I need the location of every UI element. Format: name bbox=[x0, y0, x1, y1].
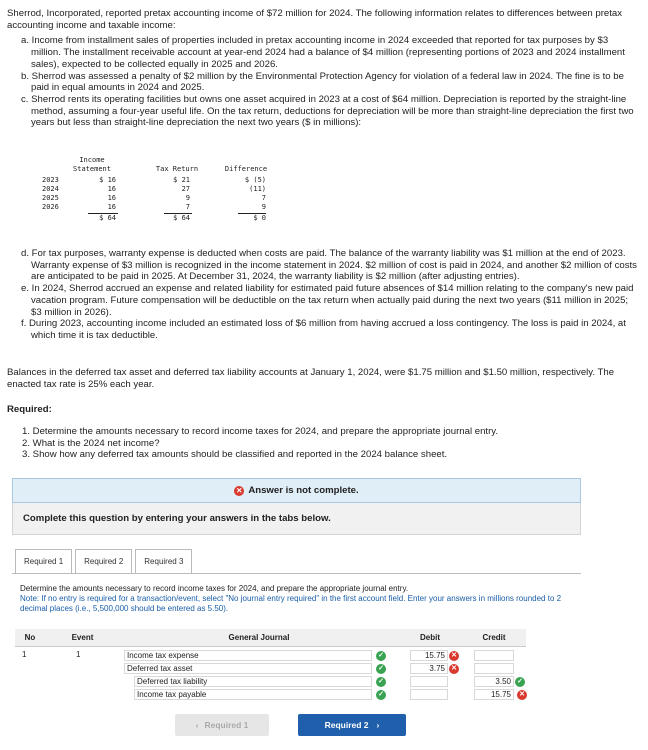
tab-bar bbox=[15, 549, 195, 574]
diff-2024: (11) bbox=[249, 185, 266, 193]
required-item-3: 3. Show how any deferred tax amounts should be classified and reported in the 2024 balance sheet. bbox=[22, 449, 448, 461]
debit-x-2: ✕ bbox=[447, 663, 459, 674]
year-2026: 2026 bbox=[42, 203, 59, 211]
credit-field-1[interactable] bbox=[474, 650, 514, 661]
account-field-2[interactable]: Deferred tax asset bbox=[124, 663, 372, 674]
instruction-note: Note: If no entry is required for a transaction/event, select "No journal entry required" in the first account field. Enter your answers in millions rounded to 2 decimal places (i.e., 5,500,000 should be entered as 5.50). bbox=[20, 594, 562, 613]
tab-required-2[interactable]: Required 2 bbox=[75, 549, 132, 574]
header-no: No bbox=[15, 629, 45, 647]
tax-2025: 9 bbox=[185, 194, 190, 202]
required-item-1: 1. Determine the amounts necessary to record income taxes for 2024, and prepare the appropriate journal entry. bbox=[22, 426, 499, 437]
tax-2023: $ 21 bbox=[173, 176, 190, 184]
diff-2026: 9 bbox=[261, 203, 266, 211]
problem-parts bbox=[7, 248, 639, 342]
item-c: c. Sherrod rents its operating facilities but owns one asset acquired in 2023 at a cost of $64 million. Depreciation is reported by the straight-line method, assuming a four-year useful life. On the tax return, deductions for depreciation will be more than straight-line depreciation the first two years but less than straight-line depreciation the next two years ($ in millions): bbox=[21, 93, 634, 129]
chevron-right-icon: › bbox=[376, 719, 380, 730]
income-2025: 16 bbox=[107, 194, 116, 202]
credit-field-4[interactable]: 15.75 bbox=[474, 689, 514, 700]
tax-total: $ 64 bbox=[173, 214, 190, 222]
income-2026: 16 bbox=[107, 203, 116, 211]
prev-label: Required 1 bbox=[204, 719, 249, 730]
account-check-1: ✓ bbox=[376, 650, 386, 661]
complete-text: Complete this question by entering your answers in the tabs below. bbox=[23, 512, 331, 524]
credit-field-3[interactable]: 3.50 bbox=[474, 676, 514, 687]
income-total: $ 64 bbox=[99, 214, 116, 222]
debit-field-1[interactable]: 15.75 bbox=[410, 650, 448, 661]
account-field-4[interactable]: Income tax payable bbox=[134, 689, 372, 700]
entry-no: 1 bbox=[22, 650, 27, 660]
next-label: Required 2 bbox=[324, 719, 369, 730]
required-item-2: 2. What is the 2024 net income? bbox=[22, 437, 160, 449]
item-f: f. During 2023, accounting income included an estimated loss of $6 million from having accrued a loss contingency. The loss is paid in 2024, at which time it is tax deductible. bbox=[21, 318, 626, 341]
required-heading: Required: bbox=[7, 404, 52, 415]
entry-event: 1 bbox=[76, 650, 81, 660]
credit-check-3: ✓ bbox=[515, 676, 525, 687]
account-check-4: ✓ bbox=[376, 689, 386, 700]
diff-header: Difference bbox=[224, 165, 268, 173]
required-list bbox=[22, 426, 622, 461]
debit-field-2[interactable]: 3.75 bbox=[410, 663, 448, 674]
header-credit: Credit bbox=[462, 629, 526, 647]
account-field-3[interactable]: Deferred tax liability bbox=[134, 676, 372, 687]
problem-intro bbox=[7, 8, 639, 129]
item-b: b. Sherrod was assessed a penalty of $2 million by the Environmental Protection Agency for violation of a federal law in 2024. The fine is to be paid in equal amounts in 2024 and 2025. bbox=[21, 70, 624, 94]
item-d: d. For tax purposes, warranty expense is deducted when costs are paid. The balance of the warranty liability was $1 million at the end of 2023. Warranty expense of $3 million is recognized in the income statement in 2024. $2 million of cost is paid in 2024, and another $2 million of costs are anticipated to be paid in 2025. At December 31, 2024, the warranty liability is $2 million (after adjusting entries). bbox=[21, 248, 637, 283]
diff-2023: $ (5) bbox=[244, 176, 266, 184]
header-general-journal: General Journal bbox=[120, 629, 398, 647]
tax-header: Tax Return bbox=[155, 165, 199, 173]
intro-text: Sherrod, Incorporated, reported pretax accounting income of $72 million for 2024. The following information relates to differences between pretax accounting income and taxable income: bbox=[7, 8, 623, 31]
debit-field-3[interactable] bbox=[410, 676, 448, 687]
tax-2026: 7 bbox=[185, 203, 190, 211]
debit-x-1: ✕ bbox=[447, 650, 459, 661]
year-2024: 2024 bbox=[42, 185, 59, 193]
header-debit: Debit bbox=[398, 629, 462, 647]
instruction-text: Determine the amounts necessary to record income taxes for 2024, and prepare the appropriate journal entry. bbox=[20, 584, 409, 593]
x-icon: ✕ bbox=[236, 485, 243, 495]
income-header-1: Income bbox=[79, 156, 105, 164]
tab-required-1[interactable]: Required 1 bbox=[15, 549, 72, 574]
account-field-1[interactable]: Income tax expense bbox=[124, 650, 372, 661]
item-a: a. Income from installment sales of properties included in pretax accounting income in 2024 exceeded that reported for tax purposes by $3 million. The installment receivable account at year-end 2024 had a balance of $4 million (representing portions of 2023 and 2024 installment sales), expected to be collected equally in 2025 and 2026. bbox=[21, 35, 625, 70]
next-required-button[interactable] bbox=[298, 714, 406, 736]
diff-total: $ 0 bbox=[253, 214, 266, 222]
diff-2025: 7 bbox=[261, 194, 266, 202]
tab-required-3[interactable]: Required 3 bbox=[135, 549, 192, 574]
income-2023: $ 16 bbox=[99, 176, 116, 184]
instructions-banner bbox=[12, 503, 581, 535]
tax-2024: 27 bbox=[181, 185, 190, 193]
status-text: Answer is not complete. bbox=[248, 484, 359, 496]
account-check-2: ✓ bbox=[376, 663, 386, 674]
income-header-2: Statement bbox=[73, 165, 111, 173]
panel-instructions bbox=[20, 584, 576, 614]
debit-field-4[interactable] bbox=[410, 689, 448, 700]
account-check-3: ✓ bbox=[376, 676, 386, 687]
year-2025: 2025 bbox=[42, 194, 59, 202]
prev-required-button[interactable] bbox=[175, 714, 269, 736]
income-2024: 16 bbox=[107, 185, 116, 193]
credit-field-2[interactable] bbox=[474, 663, 514, 674]
item-e: e. In 2024, Sherrod accrued an expense and related liability for estimated paid future absences of $14 million relating to the company's new paid vacation program. Future compensation will be deductible on the tax return when actually paid during the next two years ($11 million in 2025; $3 million in 2026). bbox=[21, 283, 634, 318]
answer-status-banner bbox=[12, 478, 581, 503]
chevron-left-icon: ‹ bbox=[195, 719, 199, 730]
header-event: Event bbox=[45, 629, 120, 647]
balances-text: Balances in the deferred tax asset and deferred tax liability accounts at January 1, 2024, were $1.75 million and $1.50 million, respectively. The enacted tax rate is 25% each year. bbox=[7, 367, 615, 390]
year-2023: 2023 bbox=[42, 176, 59, 184]
credit-x-4: ✕ bbox=[515, 689, 527, 700]
